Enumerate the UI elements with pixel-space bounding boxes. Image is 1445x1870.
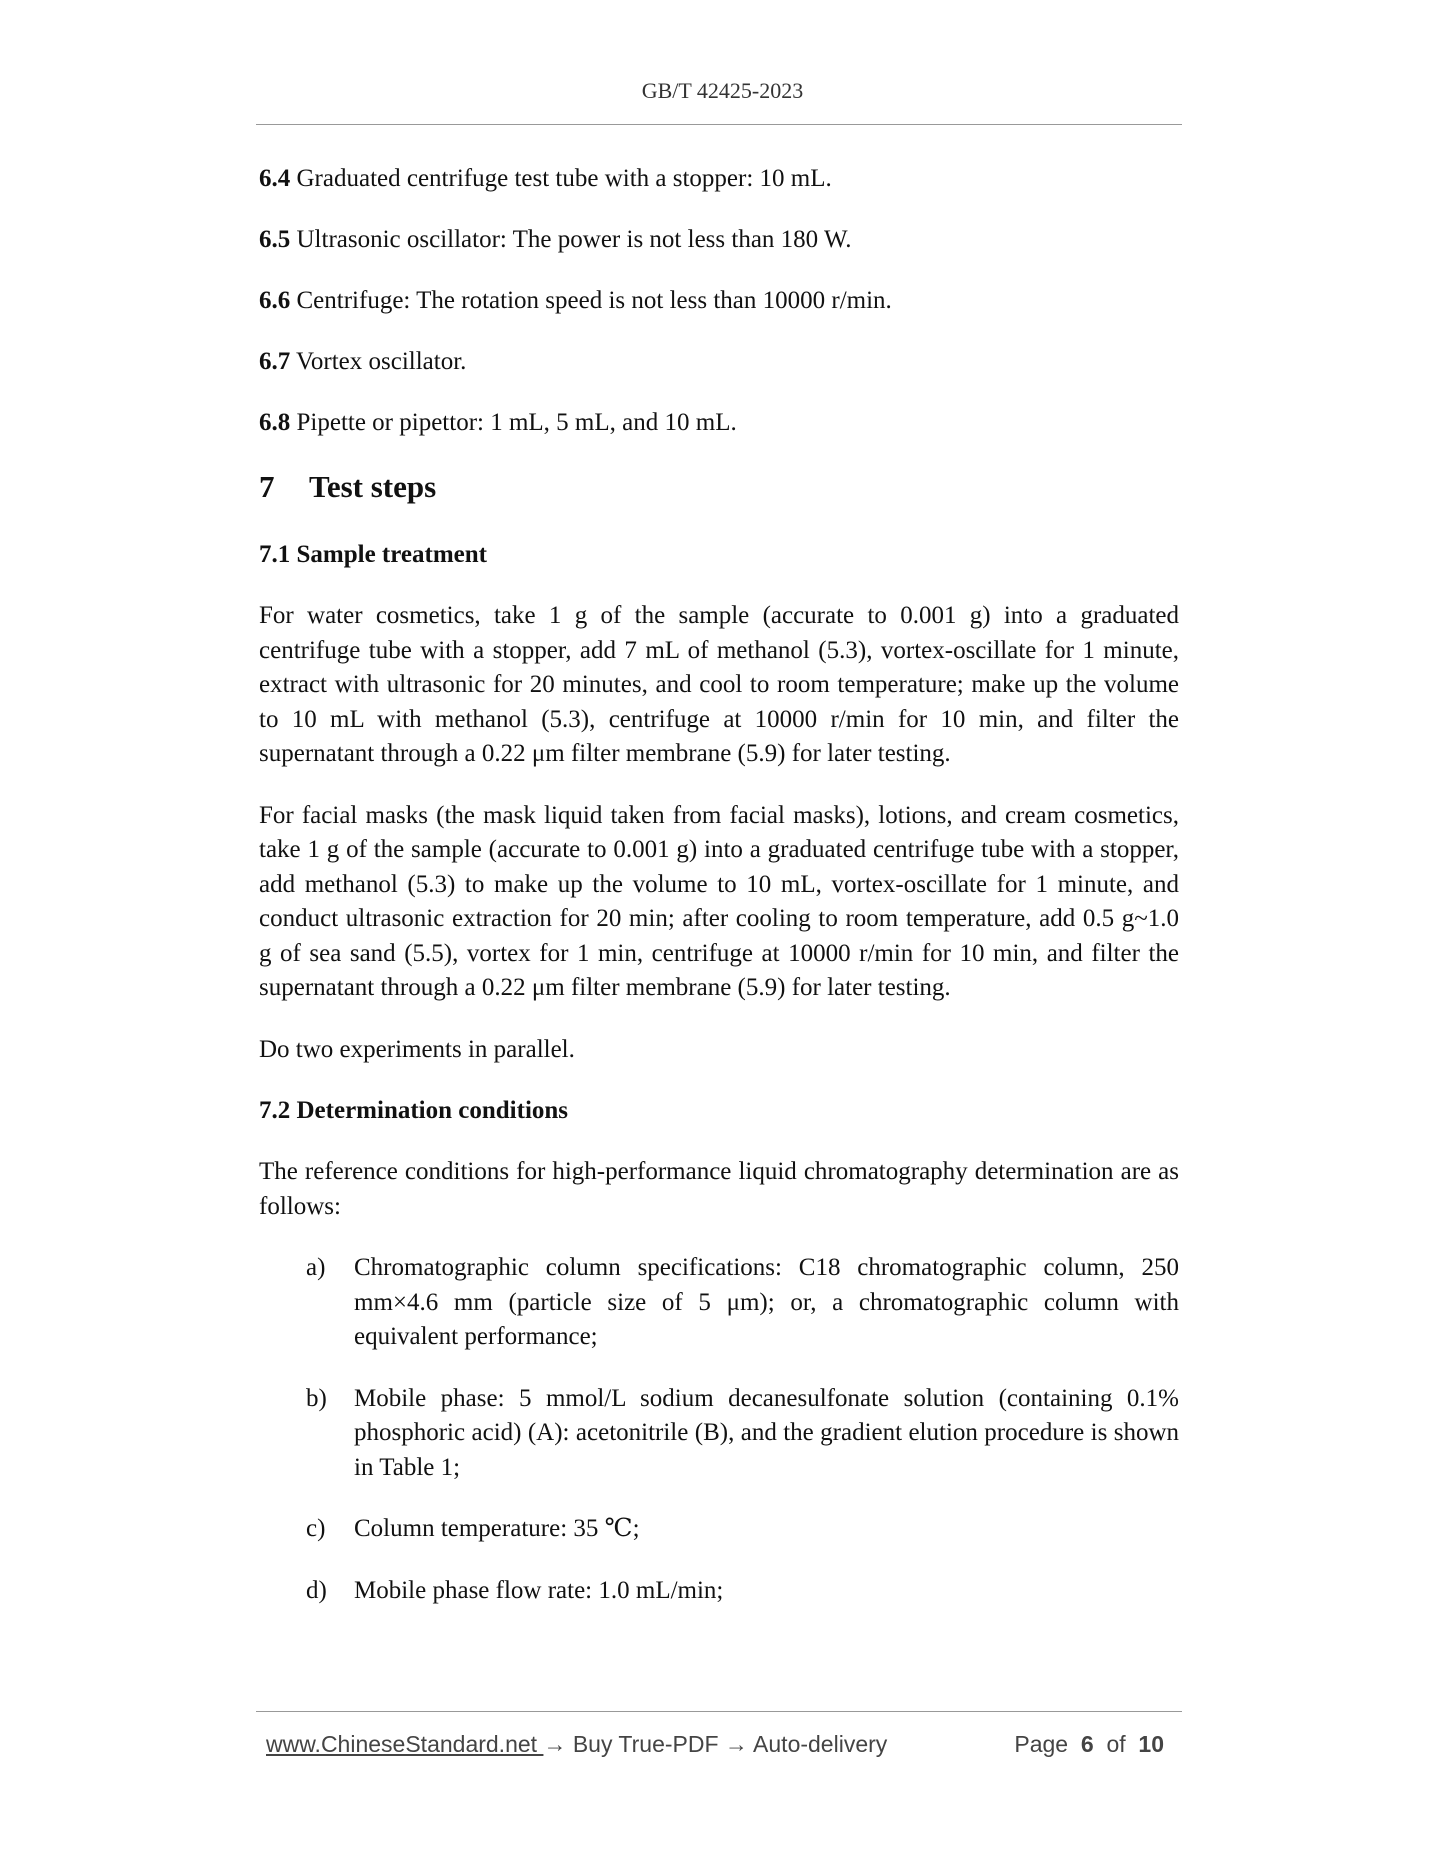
list-marker: b) xyxy=(306,1384,327,1412)
sample-treatment-mask-paragraph: For facial masks (the mask liquid taken from facial masks), lotions, and cream cosmetics, take 1 g of the sample (accurate to 0.001 g) into a graduated centrifuge tube with a stopper, add methanol (5.3) to make up the volume to 10 mL, vortex-oscillate for 1 minute, and conduct ultrasonic extraction for 20 min; after cooling to room temperature, add 0.5 g~1.0 g of sea sand (5.5), vortex for 1 min, centrifuge at 10000 r/min for 10 min, and filter the supernatant through a 0.22 μm filter membrane (5.9) for later testing. xyxy=(259,801,1179,1001)
subsection-7-2-heading: 7.2 Determination conditions xyxy=(259,1097,569,1124)
clause-text: Graduated centrifuge test tube with a stopper: 10 mL. xyxy=(290,165,832,192)
clause-text: Pipette or pipettor: 1 mL, 5 mL, and 10 mL. xyxy=(290,409,737,436)
footer-promo xyxy=(266,1731,887,1758)
subsection-7-1-heading: 7.1 Sample treatment xyxy=(259,541,487,568)
list-item-text: Mobile phase flow rate: 1.0 mL/min; xyxy=(354,1576,724,1604)
clause-text: Vortex oscillator. xyxy=(290,348,467,375)
clause-number: 6.4 xyxy=(259,165,291,192)
clause-number: 6.6 xyxy=(259,287,291,314)
list-marker: c) xyxy=(306,1515,326,1542)
list-item-text: Column temperature: 35 ℃; xyxy=(354,1515,640,1542)
list-marker: a) xyxy=(306,1254,326,1281)
list-item-text: Chromatographic column specifications: C18 chromatographic column, 250 mm×4.6 mm (particle size of 5 μm); or, a chromatographic column with equivalent performance; xyxy=(354,1254,1179,1350)
parallel-experiments-paragraph: Do two experiments in parallel. xyxy=(259,1035,575,1063)
page-label: Page xyxy=(1014,1731,1069,1757)
list-item xyxy=(259,1512,1179,1547)
list-marker: d) xyxy=(306,1576,327,1604)
current-page: 6 xyxy=(1080,1731,1094,1757)
page-footer xyxy=(266,1731,1176,1763)
total-pages: 10 xyxy=(1138,1731,1164,1757)
clause-number: 6.8 xyxy=(259,409,291,436)
list-item xyxy=(259,1574,1179,1609)
clause-text: Centrifuge: The rotation speed is not less than 10000 r/min. xyxy=(290,287,892,314)
page-content xyxy=(259,162,1179,1635)
section-number: 7 xyxy=(259,469,275,504)
clause-number: 6.5 xyxy=(259,226,291,253)
section-7-heading xyxy=(259,467,1179,507)
list-item-text: Mobile phase: 5 mmol/L sodium decanesulfonate solution (containing 0.1% phosphoric acid) (A): acetonitrile (B), and the gradient elution procedure is shown in Table 1; xyxy=(354,1384,1179,1481)
clause-6-4 xyxy=(259,162,1179,196)
list-item xyxy=(259,1382,1179,1486)
sample-treatment-water-paragraph: For water cosmetics, take 1 g of the sample (accurate to 0.001 g) into a graduated centrifuge tube with a stopper, add 7 mL of methanol (5.3), vortex-oscillate for 1 minute, extract with ultrasonic for 20 minutes, and cool to room temperature; make up the volume to 10 mL with methanol (5.3), centrifuge at 10000 r/min for 10 min, and filter the supernatant through a 0.22 μm filter membrane (5.9) for later testing. xyxy=(259,602,1179,767)
document-code-header: GB/T 42425-2023 xyxy=(641,78,804,103)
header-divider xyxy=(256,124,1182,125)
clause-number: 6.7 xyxy=(259,348,291,375)
footer-promo-text: → Buy True-PDF → Auto-delivery xyxy=(543,1731,888,1757)
website-link[interactable]: www.ChineseStandard.net xyxy=(266,1731,544,1757)
clause-6-5 xyxy=(259,223,1179,257)
list-item xyxy=(259,1251,1179,1355)
section-title: Test steps xyxy=(309,469,437,504)
clause-6-8 xyxy=(259,406,1179,440)
clause-6-6 xyxy=(259,284,1179,318)
determination-intro-paragraph: The reference conditions for high-performance liquid chromatography determination are as follows: xyxy=(259,1158,1179,1220)
footer-divider xyxy=(256,1711,1182,1712)
page-number xyxy=(1014,1731,1164,1758)
clause-text: Ultrasonic oscillator: The power is not less than 180 W. xyxy=(290,226,852,253)
of-label: of xyxy=(1106,1731,1126,1757)
conditions-list xyxy=(259,1251,1179,1608)
clause-6-7 xyxy=(259,345,1179,379)
